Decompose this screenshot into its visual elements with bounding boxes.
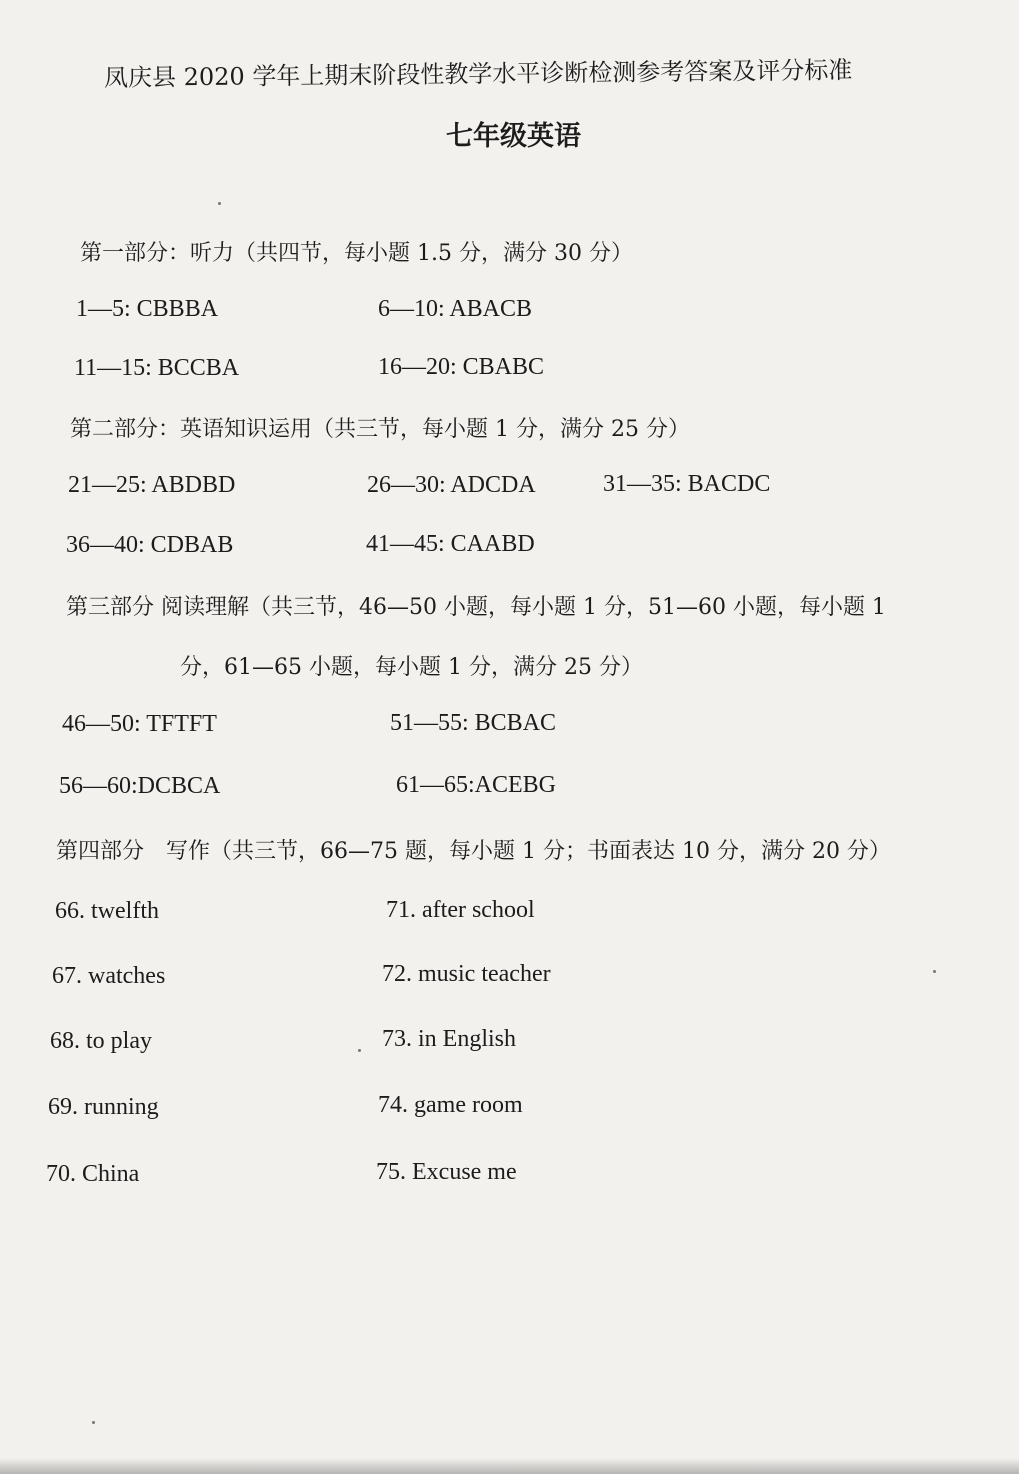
answer-6-10: 6—10: ABACB xyxy=(378,296,533,322)
answer-68: 68. to play xyxy=(50,1028,152,1054)
answer-46-50: 46—50: TFTFT xyxy=(62,711,217,737)
answer-75: 75. Excuse me xyxy=(376,1159,517,1185)
section-heading-knowledge: 第二部分：英语知识运用（共三节，每小题 1 分，满分 25 分） xyxy=(70,417,690,442)
scan-speck xyxy=(218,202,221,205)
answer-71: 71. after school xyxy=(386,897,535,923)
answer-1-5: 1—5: CBBBA xyxy=(76,296,219,322)
answer-69: 69. running xyxy=(48,1094,159,1120)
page-bottom-shadow xyxy=(0,1458,1019,1474)
document-title: 凤庆县 2020 学年上期末阶段性教学水平诊断检测参考答案及评分标准 xyxy=(103,56,853,92)
section-heading-reading-cont: 分，61—65 小题，每小题 1 分，满分 25 分） xyxy=(180,655,643,680)
scan-speck xyxy=(933,970,936,973)
answer-36-40: 36—40: CDBAB xyxy=(66,532,234,558)
answer-73: 73. in English xyxy=(382,1026,517,1052)
answer-66: 66. twelfth xyxy=(55,898,159,924)
answer-70: 70. China xyxy=(46,1161,140,1187)
section-heading-writing: 第四部分 写作（共三节，66—75 题，每小题 1 分；书面表达 10 分，满分 20 分） xyxy=(56,839,891,864)
scan-speck xyxy=(358,1049,361,1052)
section-heading-reading: 第三部分 阅读理解（共三节，46—50 小题，每小题 1 分，51—60 小题，每小题 1 xyxy=(66,595,886,620)
answer-56-60: 56—60:DCBCA xyxy=(59,773,221,799)
answer-72: 72. music teacher xyxy=(382,961,551,987)
answer-11-15: 11—15: BCCBA xyxy=(74,355,240,381)
answer-51-55: 51—55: BCBAC xyxy=(390,710,557,736)
answer-74: 74. game room xyxy=(378,1092,523,1118)
answer-67: 67. watches xyxy=(52,963,166,989)
answer-61-65: 61—65:ACEBG xyxy=(396,772,557,798)
document-subtitle: 七年级英语 xyxy=(446,121,581,152)
answer-21-25: 21—25: ABDBD xyxy=(68,472,236,498)
answer-16-20: 16—20: CBABC xyxy=(378,354,545,380)
section-heading-listening: 第一部分：听力（共四节，每小题 1.5 分，满分 30 分） xyxy=(80,241,633,266)
answer-31-35: 31—35: BACDC xyxy=(603,471,771,497)
scan-speck xyxy=(92,1421,95,1424)
answer-26-30: 26—30: ADCDA xyxy=(367,472,536,498)
answer-41-45: 41—45: CAABD xyxy=(366,531,535,557)
